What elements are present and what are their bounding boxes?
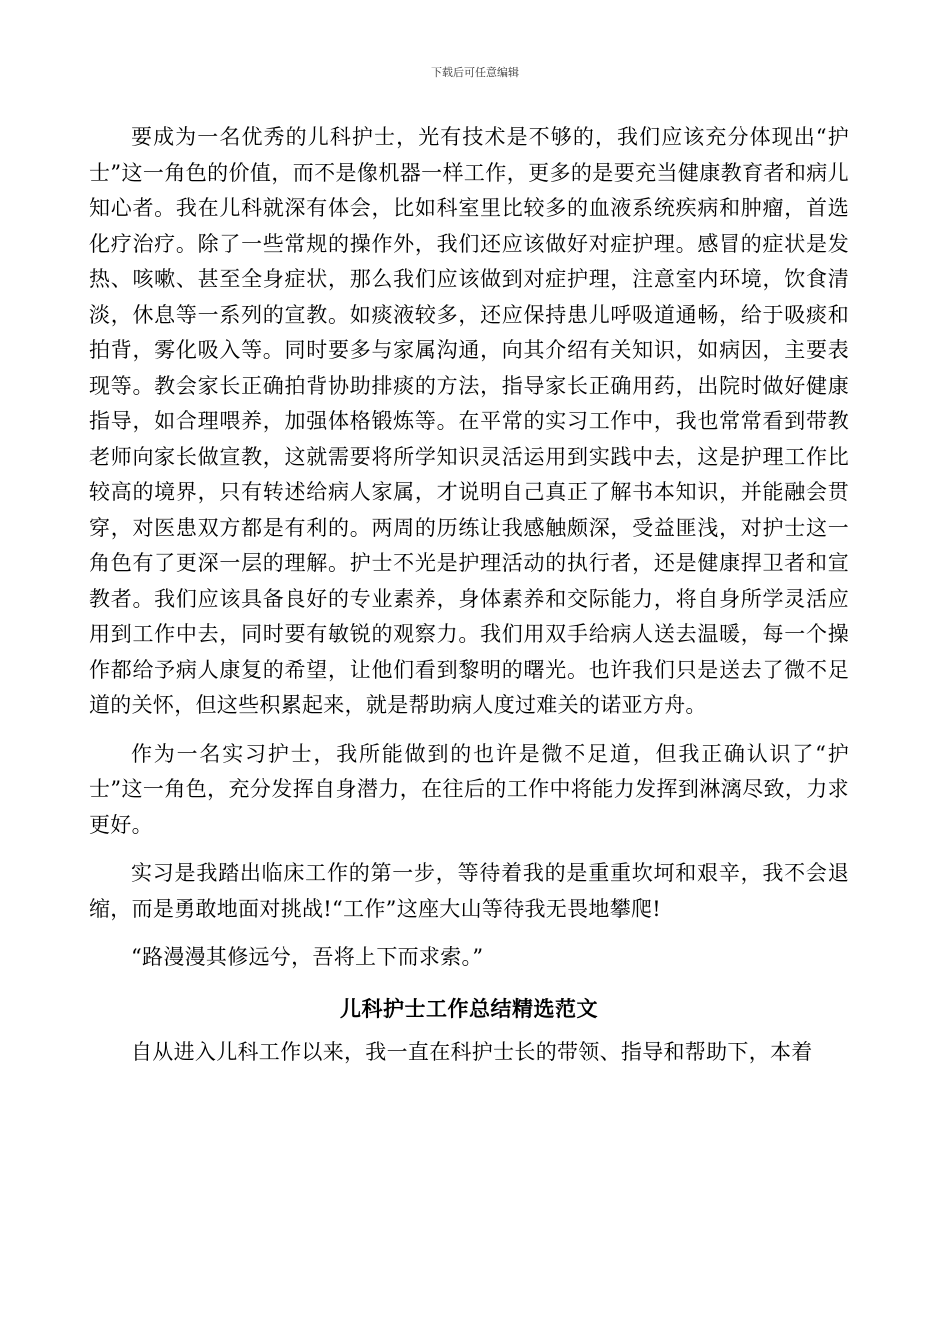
closing-paragraph: 自从进入儿科工作以来，我一直在科护士长的带领、指导和帮助下，本着: [131, 1039, 813, 1064]
header-note: 下载后可任意编辑: [431, 66, 519, 79]
document-body: [89, 120, 849, 1070]
body-paragraph-2: 作为一名实习护士，我所能做到的也许是微不足道，但我正确认识了“护士”这一角色，充分发挥自身潜力，在往后的工作中将能力发挥到淋漓尽致，力求更好。: [89, 741, 849, 837]
body-paragraph-1: 要成为一名优秀的儿科护士，光有技术是不够的，我们应该充分体现出“护士”这一角色的价值，而不是像机器一样工作，更多的是要充当健康教育者和病儿知心者。我在儿科就深有体会，比如科室里比较多的血液系统疾病和肿瘤，首选化疗治疗。除了一些常规的操作外，我们还应该做好对症护理。感冒的症状是发热、咳嗽、甚至全身症状，那么我们应该做到对症护理，注意室内环境，饮食清淡，休息等一系列的宣教。如痰液较多，还应保持患儿呼吸道通畅，给于吸痰和拍背，雾化吸入等。同时要多与家属沟通，向其介绍有关知识，如病因，主要表现等。教会家长正确拍背协助排痰的方法，指导家长正确用药，出院时做好健康指导，如合理喂养，加强体格锻炼等。在平常的实习工作中，我也常常看到带教老师向家长做宣教，这就需要将所学知识灵活运用到实践中去，这是护理工作比较高的境界，只有转述给病人家属，才说明自己真正了解书本知识，并能融会贯穿，对医患双方都是有利的。两周的历练让我感触颇深，受益匪浅，对护士这一角色有了更深一层的理解。护士不光是护理活动的执行者，还是健康捍卫者和宣教者。我们应该具备良好的专业素养，身体素养和交际能力，将自身所学灵活应用到工作中去，同时要有敏锐的观察力。我们用双手给病人送去温暖，每一个操作都给予病人康复的希望，让他们看到黎明的曙光。也许我们只是送去了微不足道的关怀，但这些积累起来，就是帮助病人度过难关的诺亚方舟。: [89, 125, 849, 717]
body-paragraph-4: “路漫漫其修远兮，吾将上下而求索。”: [131, 945, 484, 969]
body-paragraph-3: 实习是我踏出临床工作的第一步，等待着我的是重重坎坷和艰辛，我不会退缩，而是勇敢地面对挑战!“工作”这座大山等待我无畏地攀爬!: [89, 861, 849, 921]
section-title: 儿科护士工作总结精选范文: [340, 996, 598, 1021]
